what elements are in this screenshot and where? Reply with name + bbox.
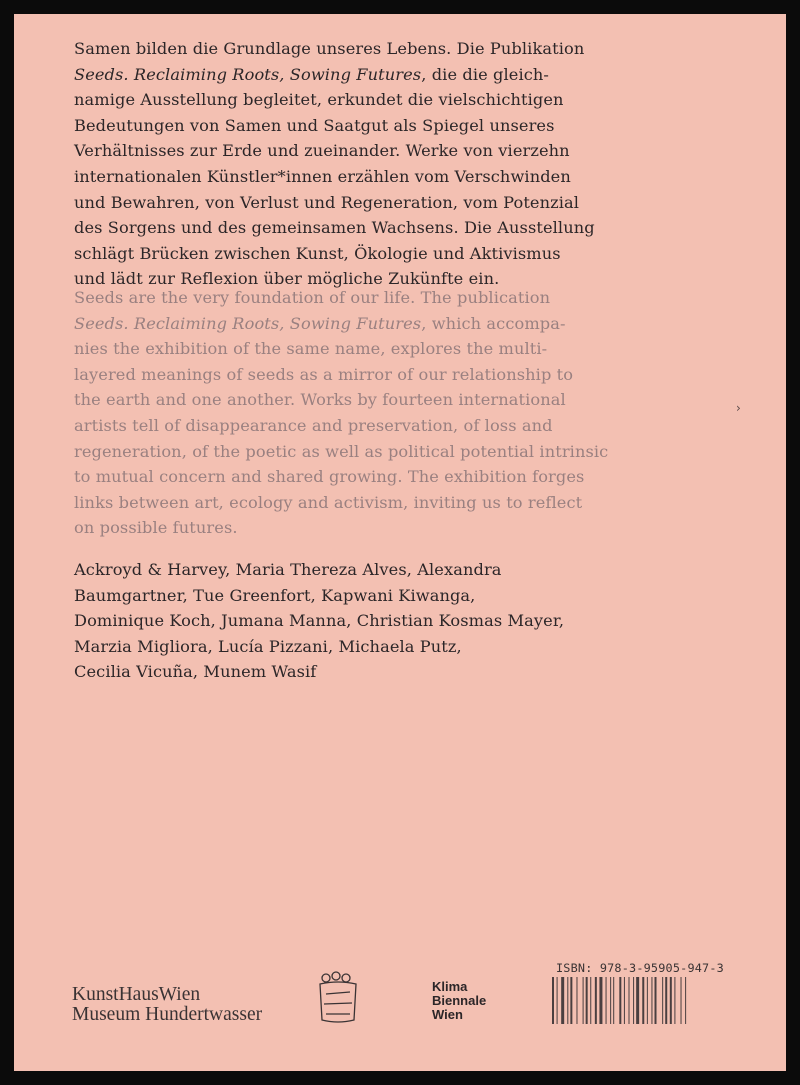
book-title: Seeds. Reclaiming Roots, Sowing Futures — [74, 64, 422, 84]
barcode-bar — [685, 977, 686, 1024]
text-segment: to mutual concern and shared growing. The exhibition forges — [74, 467, 585, 487]
kunsthaus-stamp-logo — [314, 970, 362, 1026]
barcode-bar — [647, 977, 648, 1024]
text-line — [74, 464, 714, 490]
text-line — [74, 362, 714, 388]
barcode-bar — [624, 977, 625, 1024]
text-segment: , die die gleich- — [421, 64, 549, 84]
text-segment: regeneration, of the poetic as well as political potential intrinsic — [74, 441, 609, 461]
text-line — [74, 413, 714, 439]
margin-mark: › — [736, 401, 741, 415]
barcode-bar — [567, 977, 568, 1024]
text-line — [74, 87, 714, 113]
book-title: Seeds. Reclaiming Roots, Sowing Futures — [74, 313, 422, 333]
barcode-bar — [619, 977, 621, 1024]
barcode-bar — [674, 977, 675, 1024]
barcode-bar — [665, 977, 667, 1024]
artist-line: Baumgartner, Tue Greenfort, Kapwani Kiwanga, — [74, 585, 476, 605]
text-segment: Seeds are the very foundation of our life. The publication — [74, 288, 551, 307]
text-segment: Verhältnisses zur Erde und zueinander. Werke von vierzehn — [74, 141, 570, 161]
barcode-bar — [570, 977, 572, 1024]
barcode-bar — [610, 977, 611, 1024]
barcode-bar — [561, 977, 564, 1024]
barcode-bar — [681, 977, 682, 1024]
text-segment: namige Ausstellung begleitet, erkundet die vielschichtigen — [74, 90, 564, 110]
text-line — [74, 138, 714, 164]
text-line — [74, 62, 714, 88]
isbn-label: ISBN: 978-3-95905-947-3 — [556, 961, 724, 975]
text-segment: nies the exhibition of the same name, explores the multi- — [74, 339, 548, 359]
text-line — [74, 515, 714, 541]
artist-list — [74, 557, 714, 685]
barcode-bar — [586, 977, 588, 1024]
text-line — [74, 490, 714, 516]
text-segment: layered meanings of seeds as a mirror of our relationship to — [74, 364, 574, 384]
barcode-bar — [606, 977, 607, 1024]
text-line — [74, 36, 714, 62]
artist-line: Ackroyd & Harvey, Maria Thereza Alves, Alexandra — [74, 560, 502, 579]
text-segment: und Bewahren, von Verlust und Regeneration, vom Potenzial — [74, 192, 580, 212]
text-segment: links between art, ecology and activism, inviting us to reflect — [74, 492, 583, 512]
barcode-bar — [583, 977, 584, 1024]
text-line — [74, 241, 714, 267]
text-segment: artists tell of disappearance and preservation, of loss and — [74, 415, 553, 435]
text-line — [74, 190, 714, 216]
text-segment: schlägt Brücken zwischen Kunst, Ökologie und Aktivismus — [74, 243, 561, 263]
barcode-bar — [595, 977, 597, 1024]
barcode-bar — [590, 977, 591, 1024]
text-segment: , which accompa- — [421, 313, 566, 333]
barcode-bar — [670, 977, 672, 1024]
barcode-bar — [552, 977, 554, 1024]
barcode-bar — [599, 977, 602, 1024]
kunsthauswien-logo-line1: KunstHausWien — [72, 984, 201, 1005]
klima-biennale-logo — [432, 980, 486, 1022]
text-segment: des Sorgens und des gemeinsamen Wachsens. Die Ausstellung — [74, 218, 595, 238]
text-segment: internationalen Künstler*innen erzählen vom Verschwinden — [74, 166, 571, 186]
text-segment: und lädt zur Reflexion über mögliche Zukünfte ein. — [74, 269, 500, 289]
barcode-bar — [662, 977, 663, 1024]
text-line — [74, 215, 714, 241]
text-segment: Samen bilden die Grundlage unseres Lebens. Die Publikation — [74, 39, 585, 58]
text-segment: Bedeutungen von Samen und Saatgut als Spiegel unseres — [74, 115, 555, 135]
barcode-bar — [633, 977, 634, 1024]
barcode-bar — [642, 977, 644, 1024]
english-description — [74, 285, 714, 541]
text-line — [74, 285, 714, 311]
artist-line: Dominique Koch, Jumana Manna, Christian Kosmas Mayer, — [74, 611, 565, 631]
kunsthauswien-logo-line2: Museum Hundertwasser — [72, 1004, 263, 1025]
klima-biennale-line2: Biennale — [432, 993, 487, 1008]
text-line — [74, 439, 714, 465]
barcode-bar — [629, 977, 630, 1024]
artist-line: Marzia Migliora, Lucía Pizzani, Michaela Putz, — [74, 636, 462, 656]
text-segment: the earth and one another. Works by fourteen international — [74, 390, 566, 410]
barcode-bar — [613, 977, 614, 1024]
text-line — [74, 387, 714, 413]
artist-line: Cecilia Vicuña, Munem Wasif — [74, 662, 317, 682]
text-segment: on possible futures. — [74, 518, 238, 538]
barcode-bar — [651, 977, 652, 1024]
barcode-bar — [576, 977, 577, 1024]
klima-biennale-line1: Klima — [432, 979, 468, 994]
text-line — [74, 311, 714, 337]
klima-biennale-line3: Wien — [432, 1007, 463, 1022]
barcode — [552, 977, 730, 1024]
barcode-bar — [557, 977, 558, 1024]
barcode-bar — [636, 977, 639, 1024]
text-line — [74, 164, 714, 190]
kunsthauswien-logo — [72, 985, 262, 1025]
text-line — [74, 113, 714, 139]
barcode-bar — [655, 977, 657, 1024]
text-line — [74, 336, 714, 362]
german-description — [74, 36, 714, 292]
